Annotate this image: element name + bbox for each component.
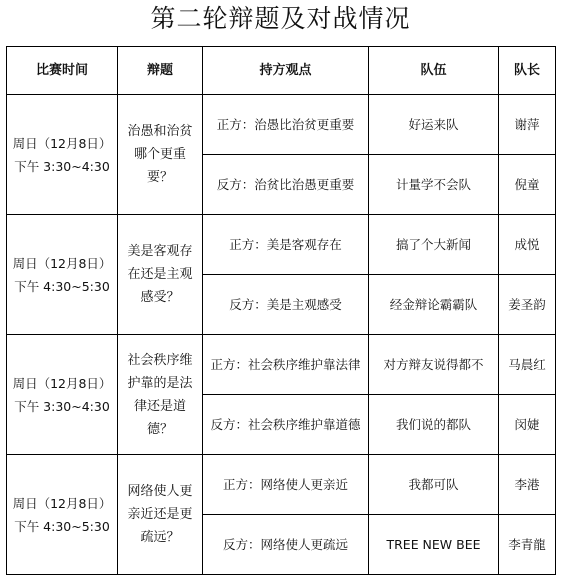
header-view: 持方观点 <box>203 47 369 95</box>
side-team: 经金辩论霸霸队 <box>369 275 499 335</box>
side-captain: 李港 <box>499 455 556 515</box>
side-view: 正方：网络使人更亲近 <box>203 455 369 515</box>
side-view: 反方：社会秩序维护靠道德 <box>203 395 369 455</box>
side-captain: 闵婕 <box>499 395 556 455</box>
match-topic: 美是客观存 在还是主观 感受？ <box>118 215 203 335</box>
side-team: 搞了个大新闻 <box>369 215 499 275</box>
side-team: 我都可队 <box>369 455 499 515</box>
match-time: 周日（12月8日） 下午 4:30~5:30 <box>7 215 118 335</box>
debate-schedule-table <box>6 46 556 575</box>
side-team: 对方辩友说得都不 <box>369 335 499 395</box>
side-view: 反方：治贫比治愚更重要 <box>203 155 369 215</box>
side-captain: 谢萍 <box>499 95 556 155</box>
side-captain: 倪童 <box>499 155 556 215</box>
match-topic: 社会秩序维 护靠的是法 律还是道 德？ <box>118 335 203 455</box>
table-row <box>7 455 556 515</box>
match-time: 周日（12月8日） 下午 3:30~4:30 <box>7 335 118 455</box>
side-captain: 马晨红 <box>499 335 556 395</box>
side-captain: 成悦 <box>499 215 556 275</box>
side-team: 计量学不会队 <box>369 155 499 215</box>
match-topic: 网络使人更 亲近还是更 疏远？ <box>118 455 203 575</box>
table-row <box>7 215 556 275</box>
match-time: 周日（12月8日） 下午 3:30~4:30 <box>7 95 118 215</box>
table-header-row <box>7 47 556 95</box>
side-team: 我们说的都队 <box>369 395 499 455</box>
side-view: 正方：治愚比治贫更重要 <box>203 95 369 155</box>
table-row <box>7 335 556 395</box>
side-team: TREE NEW BEE <box>369 515 499 575</box>
header-captain: 队长 <box>499 47 556 95</box>
header-topic: 辩题 <box>118 47 203 95</box>
side-captain: 李青龍 <box>499 515 556 575</box>
table-row <box>7 95 556 155</box>
header-time: 比赛时间 <box>7 47 118 95</box>
header-team: 队伍 <box>369 47 499 95</box>
side-view: 反方：网络使人更疏远 <box>203 515 369 575</box>
match-topic: 治愚和治贫 哪个更重 要？ <box>118 95 203 215</box>
side-team: 好运来队 <box>369 95 499 155</box>
match-time: 周日（12月8日） 下午 4:30~5:30 <box>7 455 118 575</box>
side-captain: 姜圣韵 <box>499 275 556 335</box>
side-view: 正方：社会秩序维护靠法律 <box>203 335 369 395</box>
side-view: 反方：美是主观感受 <box>203 275 369 335</box>
page-title: 第二轮辩题及对战情况 <box>150 4 411 33</box>
side-view: 正方：美是客观存在 <box>203 215 369 275</box>
